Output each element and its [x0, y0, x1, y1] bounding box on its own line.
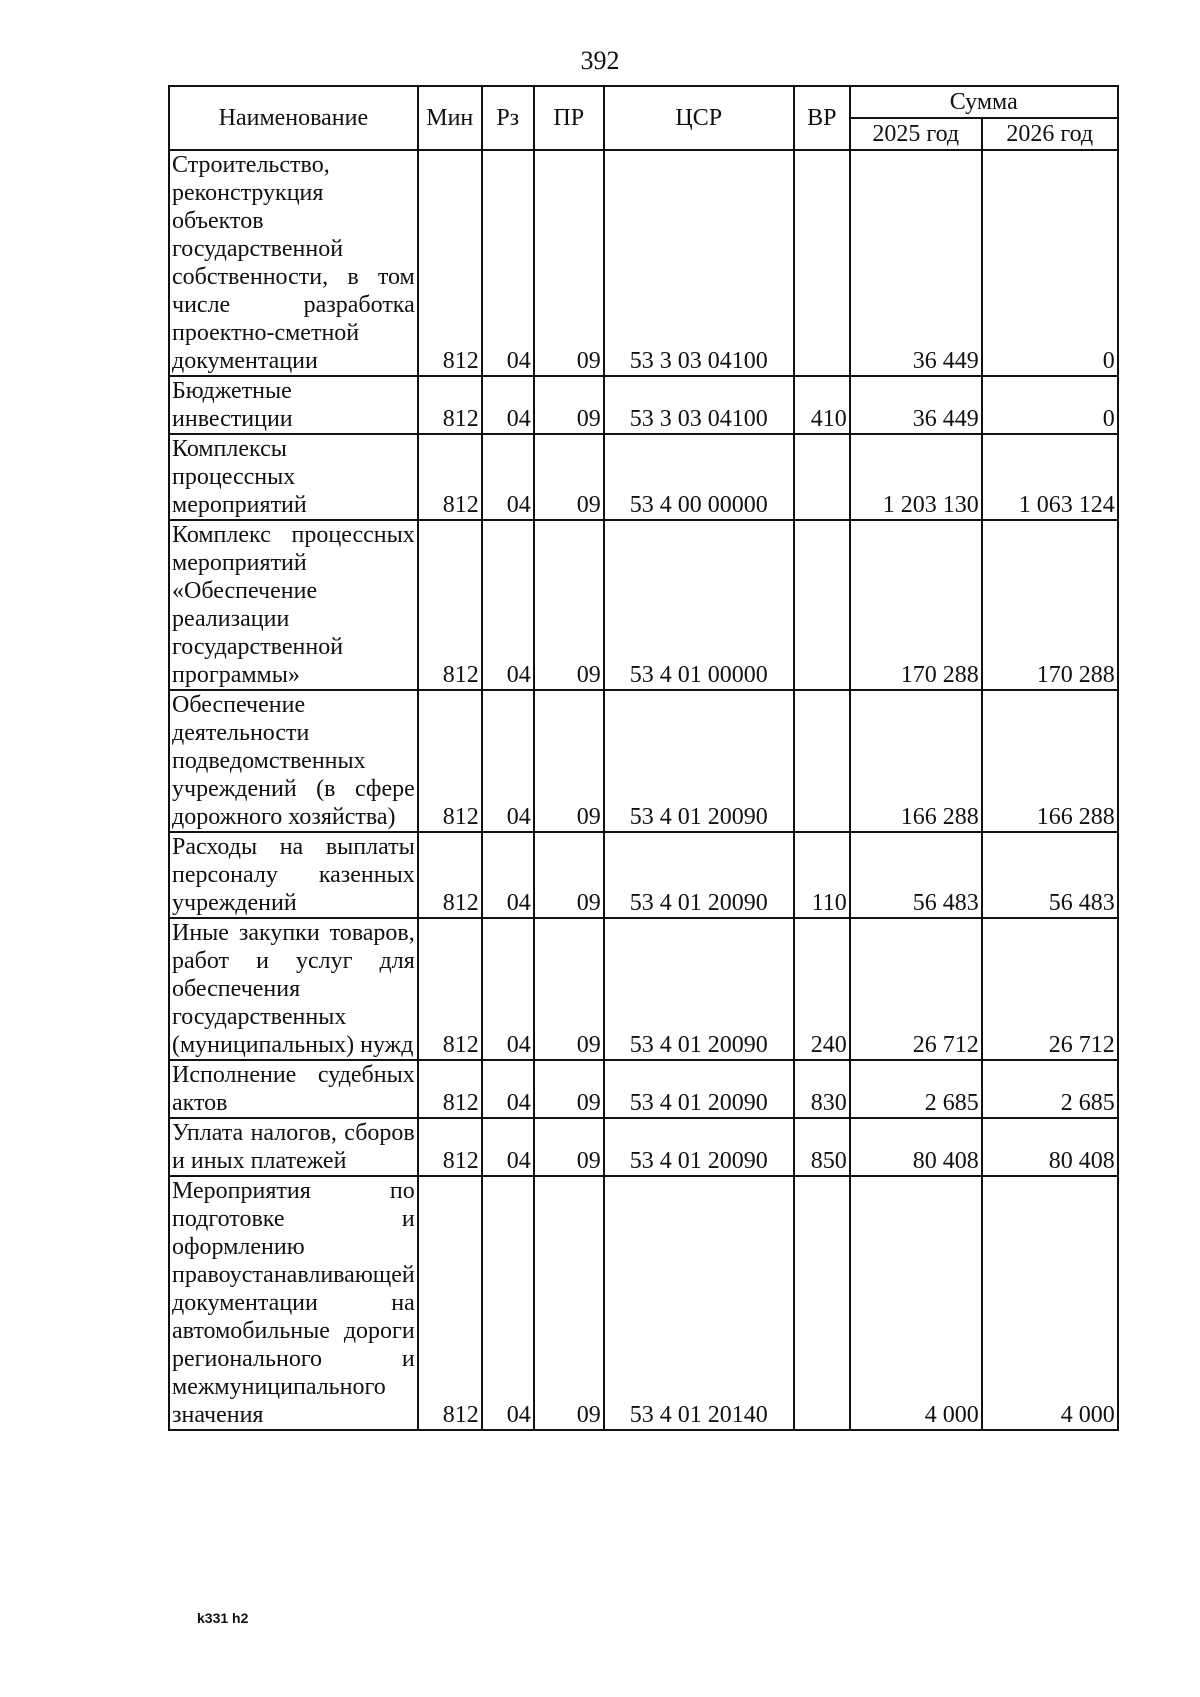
row-rz: 04 — [482, 434, 534, 520]
row-min: 812 — [418, 1060, 482, 1118]
table-row — [169, 832, 1118, 918]
row-vr: 110 — [794, 832, 850, 918]
row-sum-2026: 2 685 — [982, 1060, 1118, 1118]
row-min: 812 — [418, 832, 482, 918]
table-row — [169, 1060, 1118, 1118]
row-vr — [794, 150, 850, 376]
row-rz: 04 — [482, 376, 534, 434]
table-row — [169, 150, 1118, 376]
row-min: 812 — [418, 520, 482, 690]
row-min: 812 — [418, 1118, 482, 1176]
row-pr: 09 — [534, 376, 604, 434]
header-csr: ЦСР — [604, 86, 794, 150]
row-rz: 04 — [482, 918, 534, 1060]
row-name: Комплекс процессных мероприятий «Обеспечение реализации государственной программы» — [169, 520, 418, 690]
row-pr: 09 — [534, 520, 604, 690]
row-rz: 04 — [482, 1176, 534, 1430]
row-csr: 53 4 01 20090 — [604, 1060, 794, 1118]
row-name: Обеспечение деятельности подведомственных учреждений (в сфере дорожного хозяйства) — [169, 690, 418, 832]
header-sum: Сумма — [850, 86, 1118, 118]
table-row — [169, 690, 1118, 832]
row-name: Иные закупки товаров, работ и услуг для обеспечения государственных (муниципальных) нужд — [169, 918, 418, 1060]
row-name: Бюджетные инвестиции — [169, 376, 418, 434]
row-csr: 53 4 01 20090 — [604, 690, 794, 832]
row-vr: 830 — [794, 1060, 850, 1118]
row-vr — [794, 690, 850, 832]
row-min: 812 — [418, 690, 482, 832]
table-row — [169, 918, 1118, 1060]
row-sum-2025: 26 712 — [850, 918, 982, 1060]
row-vr: 410 — [794, 376, 850, 434]
table-row — [169, 376, 1118, 434]
row-name: Уплата налогов, сборов и иных платежей — [169, 1118, 418, 1176]
row-min: 812 — [418, 1176, 482, 1430]
row-sum-2025: 2 685 — [850, 1060, 982, 1118]
row-rz: 04 — [482, 832, 534, 918]
row-rz: 04 — [482, 520, 534, 690]
row-rz: 04 — [482, 1118, 534, 1176]
row-sum-2025: 36 449 — [850, 376, 982, 434]
row-name: Мероприятия по подготовке и оформлению правоустанавливающей документации на автомобильные дороги регионального и межмуниципального значения — [169, 1176, 418, 1430]
row-pr: 09 — [534, 1060, 604, 1118]
row-sum-2025: 36 449 — [850, 150, 982, 376]
row-pr: 09 — [534, 832, 604, 918]
row-name: Исполнение судебных актов — [169, 1060, 418, 1118]
row-name: Расходы на выплаты персоналу казенных учреждений — [169, 832, 418, 918]
row-name: Строительство, реконструкция объектов государственной собственности, в том числе разработка проектно-сметной документации — [169, 150, 418, 376]
table-row — [169, 434, 1118, 520]
row-sum-2025: 170 288 — [850, 520, 982, 690]
row-min: 812 — [418, 918, 482, 1060]
footer-code: k331 h2 — [197, 1610, 249, 1626]
row-pr: 09 — [534, 434, 604, 520]
header-vr: ВР — [794, 86, 850, 150]
row-pr: 09 — [534, 1118, 604, 1176]
header-year-2025: 2025 год — [850, 118, 982, 150]
budget-table — [168, 85, 1119, 1431]
row-sum-2026: 4 000 — [982, 1176, 1118, 1430]
row-sum-2026: 26 712 — [982, 918, 1118, 1060]
row-pr: 09 — [534, 150, 604, 376]
row-csr: 53 4 01 00000 — [604, 520, 794, 690]
row-sum-2026: 56 483 — [982, 832, 1118, 918]
row-rz: 04 — [482, 1060, 534, 1118]
table-row — [169, 1176, 1118, 1430]
header-pr: ПР — [534, 86, 604, 150]
row-csr: 53 4 01 20090 — [604, 832, 794, 918]
row-csr: 53 3 03 04100 — [604, 376, 794, 434]
table-header — [169, 86, 1118, 150]
row-pr: 09 — [534, 1176, 604, 1430]
row-min: 812 — [418, 150, 482, 376]
row-sum-2026: 166 288 — [982, 690, 1118, 832]
row-min: 812 — [418, 434, 482, 520]
row-sum-2026: 170 288 — [982, 520, 1118, 690]
row-sum-2025: 80 408 — [850, 1118, 982, 1176]
row-sum-2026: 0 — [982, 376, 1118, 434]
table-row — [169, 520, 1118, 690]
row-pr: 09 — [534, 690, 604, 832]
row-min: 812 — [418, 376, 482, 434]
header-year-2026: 2026 год — [982, 118, 1118, 150]
row-sum-2025: 4 000 — [850, 1176, 982, 1430]
row-rz: 04 — [482, 690, 534, 832]
row-sum-2026: 0 — [982, 150, 1118, 376]
row-sum-2025: 56 483 — [850, 832, 982, 918]
row-vr — [794, 434, 850, 520]
row-name: Комплексы процессных мероприятий — [169, 434, 418, 520]
row-csr: 53 4 01 20090 — [604, 918, 794, 1060]
row-sum-2025: 1 203 130 — [850, 434, 982, 520]
row-rz: 04 — [482, 150, 534, 376]
page-number: 392 — [580, 46, 620, 75]
table-body — [169, 150, 1118, 1430]
row-csr: 53 3 03 04100 — [604, 150, 794, 376]
row-vr — [794, 1176, 850, 1430]
row-csr: 53 4 00 00000 — [604, 434, 794, 520]
row-vr: 850 — [794, 1118, 850, 1176]
row-pr: 09 — [534, 918, 604, 1060]
header-rz: Рз — [482, 86, 534, 150]
row-sum-2026: 1 063 124 — [982, 434, 1118, 520]
row-sum-2026: 80 408 — [982, 1118, 1118, 1176]
table-row — [169, 1118, 1118, 1176]
header-name: Наименование — [169, 86, 418, 150]
row-vr: 240 — [794, 918, 850, 1060]
header-min: Мин — [418, 86, 482, 150]
row-sum-2025: 166 288 — [850, 690, 982, 832]
row-csr: 53 4 01 20090 — [604, 1118, 794, 1176]
row-vr — [794, 520, 850, 690]
row-csr: 53 4 01 20140 — [604, 1176, 794, 1430]
